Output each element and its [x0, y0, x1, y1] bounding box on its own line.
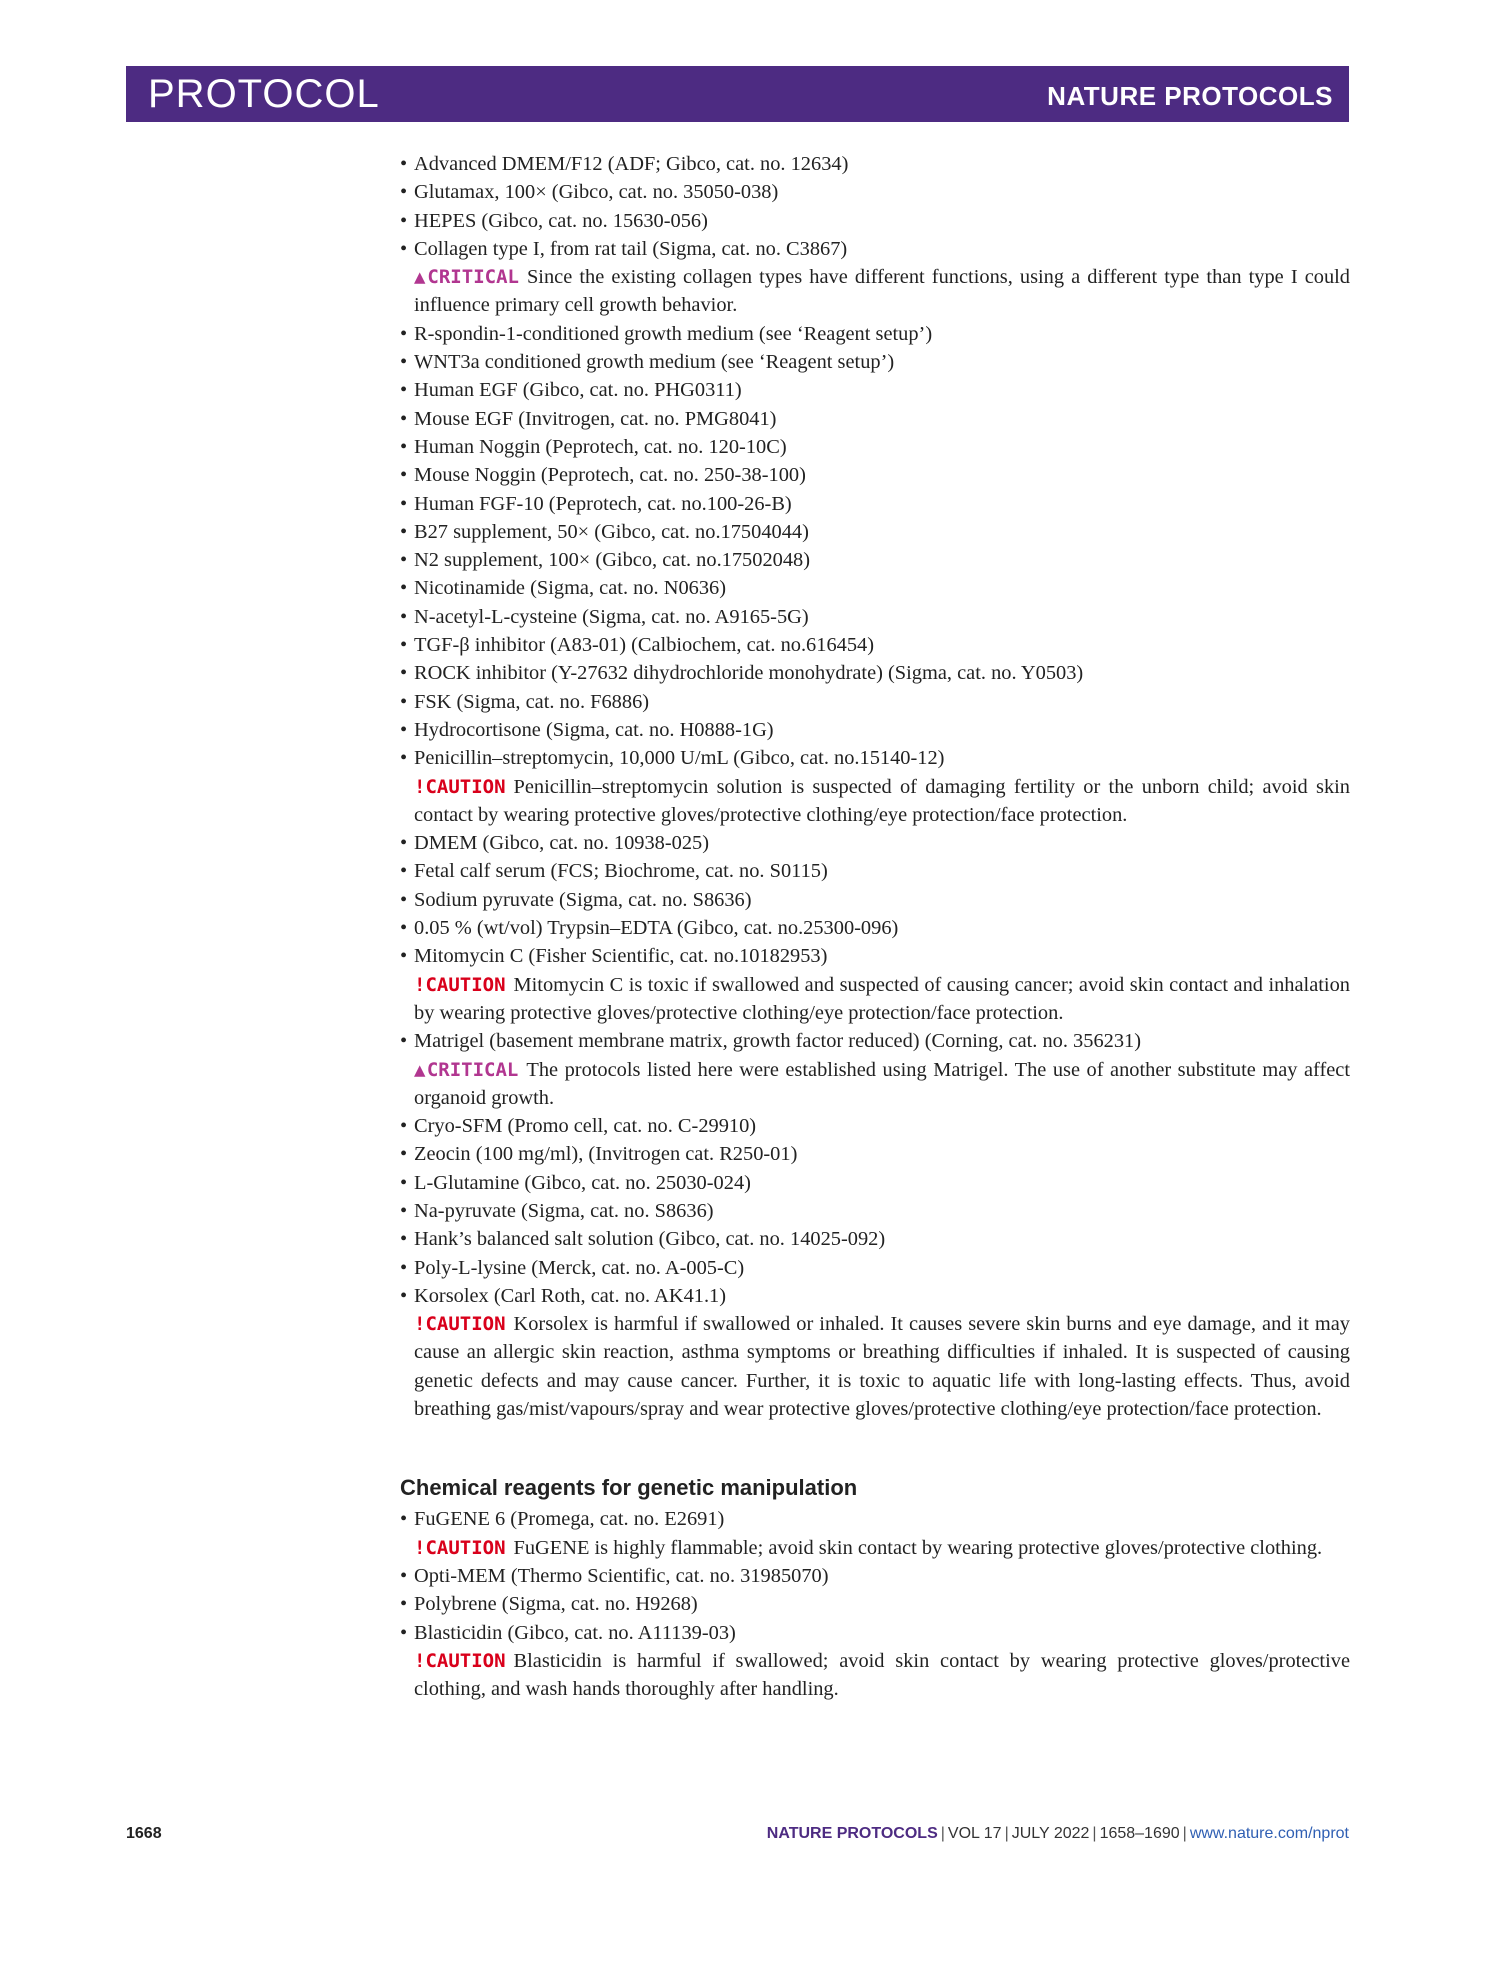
- journal-name: NATURE PROTOCOLS: [1047, 81, 1333, 111]
- reagent-item: [400, 405, 1350, 433]
- journal-link[interactable]: www.nature.com/nprot: [1189, 1825, 1349, 1842]
- reagent-text: Mouse Noggin (Peprotech, cat. no. 250-38-100): [414, 464, 806, 487]
- bullet-icon: •: [400, 888, 408, 911]
- reagent-text: Opti-MEM (Thermo Scientific, cat. no. 31985070): [414, 1564, 829, 1587]
- bullet-icon: •: [400, 407, 408, 430]
- bullet-icon: •: [400, 1199, 408, 1222]
- reagent-text: ROCK inhibitor (Y-27632 dihydrochloride monohydrate) (Sigma, cat. no. Y0503): [414, 662, 1084, 685]
- bullet-icon: •: [400, 209, 408, 232]
- footer-journal: NATURE PROTOCOLS: [766, 1825, 938, 1842]
- reagent-text: FSK (Sigma, cat. no. F6886): [414, 690, 650, 713]
- reagent-item: [400, 1619, 1350, 1647]
- reagent-item: [400, 829, 1350, 857]
- note-text: Penicillin–streptomycin solution is suspected of damaging fertility or the unborn child; avoid skin contact by wearing protective gloves/protective clothing/eye protection/face protection.: [414, 775, 1350, 826]
- reagent-text: WNT3a conditioned growth medium (see ‘Reagent setup’): [414, 351, 895, 374]
- reagent-text: Mitomycin C (Fisher Scientific, cat. no.10182953): [414, 945, 828, 968]
- reagent-text: FuGENE 6 (Promega, cat. no. E2691): [414, 1508, 725, 1531]
- bullet-icon: •: [400, 634, 408, 657]
- reagent-item: [400, 886, 1350, 914]
- reagent-text: TGF-β inhibitor (A83-01) (Calbiochem, cat. no.616454): [414, 634, 875, 657]
- bullet-icon: •: [400, 1508, 408, 1531]
- reagent-item: [400, 1112, 1350, 1140]
- reagent-text: Poly-L-lysine (Merck, cat. no. A-005-C): [414, 1256, 745, 1279]
- bullet-icon: •: [400, 832, 408, 855]
- reagent-item: [400, 659, 1350, 687]
- note-text: Mitomycin C is toxic if swallowed and suspected of causing cancer; avoid skin contact and inhalation by wearing protective gloves/protective clothing/eye protection/face protection.: [414, 973, 1350, 1024]
- reagent-item: [400, 857, 1350, 885]
- bullet-icon: •: [400, 1621, 408, 1644]
- bullet-icon: •: [400, 520, 408, 543]
- note-text: The protocols listed here were established using Matrigel. The use of another substitute may affect organoid growth.: [414, 1058, 1350, 1109]
- reagent-item: [400, 603, 1350, 631]
- bullet-icon: •: [400, 718, 408, 741]
- section-label: PROTOCOL: [148, 72, 380, 116]
- reagent-text: 0.05 % (wt/vol) Trypsin–EDTA (Gibco, cat. no.25300-096): [414, 917, 899, 940]
- reagent-text: Cryo-SFM (Promo cell, cat. no. C-29910): [414, 1115, 757, 1138]
- reagent-item: [400, 1505, 1350, 1533]
- reagent-item: [400, 688, 1350, 716]
- reagent-item: [400, 744, 1350, 772]
- reagent-item: [400, 178, 1350, 206]
- reagent-text: Korsolex (Carl Roth, cat. no. AK41.1): [414, 1284, 727, 1307]
- caution-note: [400, 1534, 1350, 1562]
- reagent-text: Polybrene (Sigma, cat. no. H9268): [414, 1593, 698, 1616]
- caution-note: [400, 971, 1350, 1028]
- bullet-icon: •: [400, 492, 408, 515]
- critical-label: ▲CRITICAL: [414, 266, 519, 289]
- reagent-text: L-Glutamine (Gibco, cat. no. 25030-024): [414, 1171, 751, 1194]
- caution-label: !CAUTION: [414, 1313, 506, 1336]
- reagent-item: [400, 1169, 1350, 1197]
- bullet-icon: •: [400, 1115, 408, 1138]
- reagent-text: Penicillin–streptomycin, 10,000 U/mL (Gibco, cat. no.15140-12): [414, 747, 945, 770]
- bullet-icon: •: [400, 1256, 408, 1279]
- reagent-text: Human FGF-10 (Peprotech, cat. no.100-26-B): [414, 492, 792, 515]
- reagent-text: Advanced DMEM/F12 (ADF; Gibco, cat. no. 12634): [414, 153, 849, 175]
- note-text: Since the existing collagen types have different functions, using a different type than type I could influence primary cell growth behavior.: [414, 266, 1351, 317]
- reagent-text: Matrigel (basement membrane matrix, growth factor reduced) (Corning, cat. no. 356231): [414, 1030, 1142, 1053]
- caution-label: !CAUTION: [414, 1649, 506, 1672]
- reagent-item: [400, 1027, 1350, 1055]
- reagent-item: [400, 574, 1350, 602]
- bullet-icon: •: [400, 917, 408, 940]
- reagent-text: Zeocin (100 mg/ml), (Invitrogen cat. R250-01): [414, 1143, 798, 1166]
- bullet-icon: •: [400, 322, 408, 345]
- reagent-text: Glutamax, 100× (Gibco, cat. no. 35050-038): [414, 181, 779, 204]
- bullet-icon: •: [400, 1564, 408, 1587]
- section-heading: Chemical reagents for genetic manipulation: [400, 1475, 858, 1501]
- caution-note: [400, 1647, 1350, 1704]
- reagent-item: [400, 320, 1350, 348]
- bullet-icon: •: [400, 181, 408, 204]
- reagent-item: [400, 433, 1350, 461]
- reagent-item: [400, 942, 1350, 970]
- reagent-text: Sodium pyruvate (Sigma, cat. no. S8636): [414, 888, 752, 911]
- bullet-icon: •: [400, 690, 408, 713]
- bullet-icon: •: [400, 1030, 408, 1053]
- reagent-text: Fetal calf serum (FCS; Biochrome, cat. no. S0115): [414, 860, 828, 883]
- reagent-item: [400, 1140, 1350, 1168]
- reagent-text: Hydrocortisone (Sigma, cat. no. H0888-1G): [414, 718, 774, 741]
- reagent-item: [400, 518, 1350, 546]
- reagent-item: [400, 348, 1350, 376]
- reagent-item: [400, 1562, 1350, 1590]
- reagent-text: N2 supplement, 100× (Gibco, cat. no.17502048): [414, 549, 811, 572]
- caution-label: !CAUTION: [414, 775, 506, 798]
- reagent-list: [400, 150, 1350, 1423]
- bullet-icon: •: [400, 549, 408, 572]
- bullet-icon: •: [400, 577, 408, 600]
- bullet-icon: •: [400, 860, 408, 883]
- bullet-icon: •: [400, 237, 408, 260]
- bullet-icon: •: [400, 747, 408, 770]
- reagent-text: Hank’s balanced salt solution (Gibco, cat. no. 14025-092): [414, 1228, 886, 1251]
- bullet-icon: •: [400, 1143, 408, 1166]
- critical-label: ▲CRITICAL: [414, 1058, 519, 1081]
- note-text: FuGENE is highly flammable; avoid skin contact by wearing protective gloves/protective clothing.: [513, 1536, 1323, 1559]
- reagent-text: HEPES (Gibco, cat. no. 15630-056): [414, 209, 708, 232]
- bullet-icon: •: [400, 662, 408, 685]
- reagent-item: [400, 1254, 1350, 1282]
- critical-note: [400, 263, 1350, 320]
- reagent-text: Blasticidin (Gibco, cat. no. A11139-03): [414, 1621, 736, 1644]
- bullet-icon: •: [400, 351, 408, 374]
- bullet-icon: •: [400, 379, 408, 402]
- reagent-content: [400, 150, 1350, 1703]
- reagent-item: [400, 376, 1350, 404]
- bullet-icon: •: [400, 1593, 408, 1616]
- page-header: [126, 66, 1349, 122]
- reagent-item: [400, 150, 1350, 178]
- reagent-text: Human EGF (Gibco, cat. no. PHG0311): [414, 379, 742, 402]
- reagent-text: Nicotinamide (Sigma, cat. no. N0636): [414, 577, 727, 600]
- note-text: Blasticidin is harmful if swallowed; avoid skin contact by wearing protective gloves/protective clothing, and wash hands thoroughly after handling.: [414, 1649, 1350, 1701]
- reagent-text: Collagen type I, from rat tail (Sigma, cat. no. C3867): [414, 237, 848, 260]
- bullet-icon: •: [400, 1228, 408, 1251]
- reagent-item: [400, 1282, 1350, 1310]
- reagent-item: [400, 631, 1350, 659]
- page-number: 1668: [126, 1825, 162, 1842]
- reagent-item: [400, 207, 1350, 235]
- reagent-item: [400, 914, 1350, 942]
- bullet-icon: •: [400, 1284, 408, 1307]
- reagent-text: N-acetyl-L-cysteine (Sigma, cat. no. A9165-5G): [414, 605, 809, 628]
- citation: NATURE PROTOCOLS | VOL 17 | JULY 2022 | 1658–1690 | www.nature.com/nprot: [766, 1825, 1349, 1842]
- reagent-item: [400, 461, 1350, 489]
- caution-label: !CAUTION: [414, 1536, 506, 1559]
- reagent-item: [400, 1225, 1350, 1253]
- reagent-item: [400, 235, 1350, 263]
- reagent-text: DMEM (Gibco, cat. no. 10938-025): [414, 832, 710, 855]
- note-text: Korsolex is harmful if swallowed or inhaled. It causes severe skin burns and eye damage, and it may cause an allergic skin reaction, asthma symptoms or breathing difficulties if inhaled. It is suspected of causing genetic defects and may cause cancer. Further, it is toxic to aquatic life with long-lasting effects. Thus, avoid breathing gas/mist/vapours/spray and wear protective gloves/protective clothing/eye protection/face protection.: [414, 1313, 1350, 1421]
- reagent-text: B27 supplement, 50× (Gibco, cat. no.17504044): [414, 520, 809, 543]
- caution-note: [400, 1310, 1350, 1423]
- reagent-item: [400, 490, 1350, 518]
- reagent-item: [400, 716, 1350, 744]
- reagent-text: Mouse EGF (Invitrogen, cat. no. PMG8041): [414, 407, 777, 430]
- reagent-item: [400, 1197, 1350, 1225]
- reagent-text: Na-pyruvate (Sigma, cat. no. S8636): [414, 1199, 714, 1222]
- bullet-icon: •: [400, 605, 408, 628]
- reagent-text: Human Noggin (Peprotech, cat. no. 120-10C): [414, 435, 787, 458]
- reagent-item: [400, 1590, 1350, 1618]
- critical-note: [400, 1056, 1350, 1113]
- bullet-icon: •: [400, 1171, 408, 1194]
- bullet-icon: •: [400, 435, 408, 458]
- page-footer: [126, 1825, 1349, 1849]
- footer-date: JULY 2022: [1011, 1825, 1090, 1842]
- reagent-item: [400, 546, 1350, 574]
- reagent-text: R-spondin-1-conditioned growth medium (see ‘Reagent setup’): [414, 322, 933, 345]
- bullet-icon: •: [400, 464, 408, 487]
- genetic-reagent-list: [400, 1505, 1350, 1703]
- caution-note: [400, 773, 1350, 830]
- footer-volume: VOL 17: [947, 1825, 1002, 1842]
- bullet-icon: •: [400, 153, 408, 175]
- caution-label: !CAUTION: [414, 973, 506, 996]
- bullet-icon: •: [400, 945, 408, 968]
- footer-pages: 1658–1690: [1099, 1825, 1180, 1842]
